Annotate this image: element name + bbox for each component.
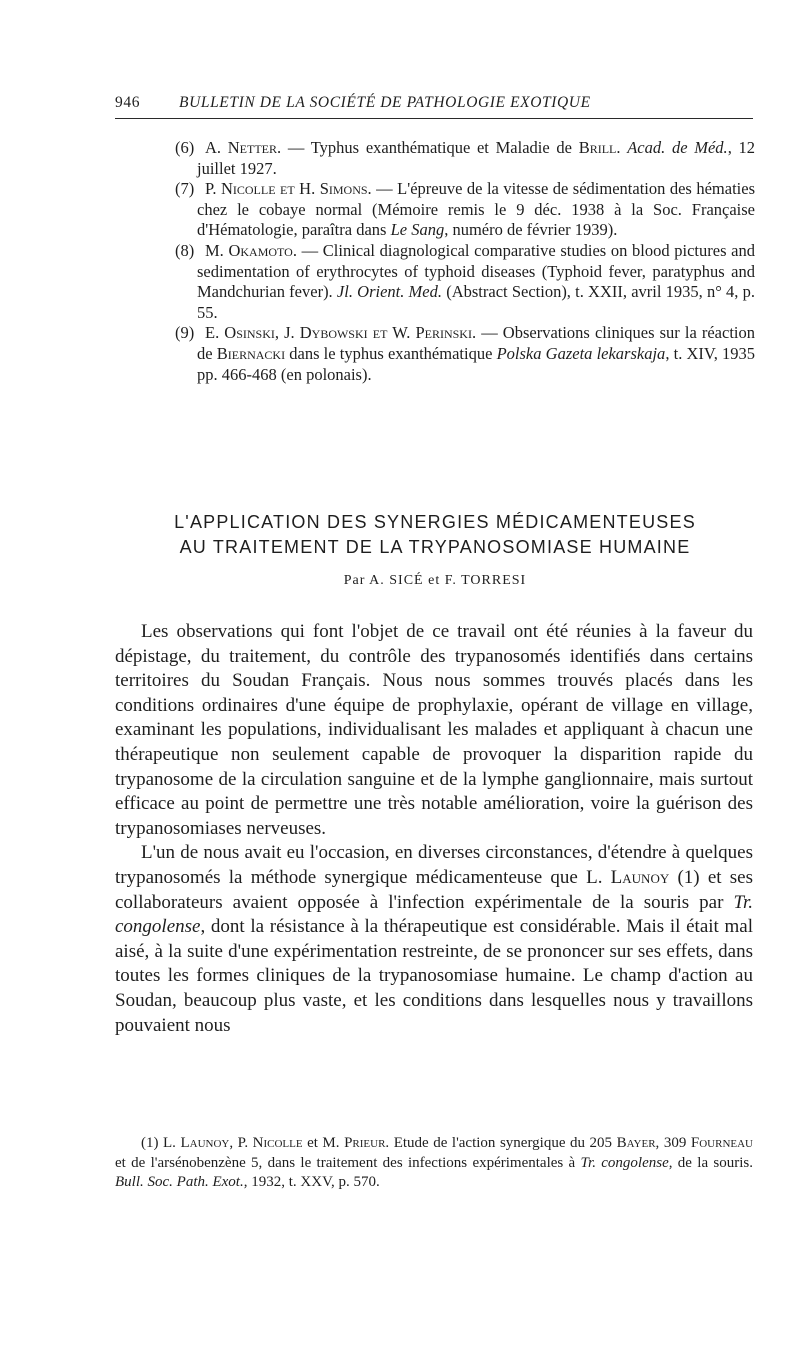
reference-item [117,138,755,179]
species-name: Tr. congolense [115,891,753,938]
reference-journal: Polska Gazeta lekarskaja [496,343,666,363]
reference-text: — Clinical diagnological comparative studies on blood pictures and sedimentation of erythrocytes of typhoid diseases (Typhoid fever, paratyphus and Mandchurian fever). [197,240,755,302]
reference-item [117,241,755,323]
reference-number: (9) [175,323,195,343]
reference-author: A. Netter. [205,138,282,157]
journal-title: BULLETIN DE LA SOCIÉTÉ DE PATHOLOGIE EXOTIQUE [179,94,591,111]
reference-journal: Jl. Orient. Med. [336,282,443,302]
text-run: L'un de nous avait eu l'occasion, en diverses circonstances, d'étendre à quelques trypanosomés la méthode synergique médicamenteuse que L. [115,842,753,888]
reference-journal: Le Sang [390,220,445,240]
reference-author: P. Nicolle et H. Simons. [205,179,372,199]
reference-tail: , 12 juillet 1927. [197,138,756,178]
footnote [115,1134,753,1193]
text-run: (1) et ses collaborateurs avaient opposée à l'infection expérimentale de la souris par [115,866,753,913]
reference-name: Brill [578,138,617,157]
reference-number: (8) [175,240,195,260]
text-run: , dont la résistance à la thérapeutique est considérable. Mais il était mal aisé, à la suite d'une expérimentation restreinte, de se prononcer sur ses effets, dans toutes les formes cliniques de la trypanosomiase humaine. Le champ d'action au Soudan, beaucoup plus vaste, et les conditions dans lesquelles nous y travaillons pouvaient nous [115,916,753,1036]
article-body [115,620,753,1038]
reference-tail: (Abstract Section), t. XXII, avril 1935, n° 4, p. 55. [197,282,756,322]
reference-tail: , numéro de février 1939). [444,220,618,240]
reference-text: — L'épreuve de la vitesse de sédimentation des hématies chez le cobaye normal (Mémoire remis le 9 déc. 1938 à la Soc. Française d'Hématologie, paraîtra dans [197,179,755,240]
reference-author: E. Osinski, J. Dybowski et W. Perinski. [205,323,477,343]
article-title [115,510,755,560]
reference-item [117,179,755,241]
article-byline: Par A. SICÉ et F. TORRESI [343,573,527,588]
reference-tail: , t. XIV, 1935 pp. 466-468 (en polonais). [197,343,755,384]
reference-list [115,138,755,385]
reference-journal: Acad. de Méd. [627,138,728,157]
running-header [115,94,753,119]
reference-name: Biernacki [216,343,286,363]
paragraph [115,841,753,1038]
reference-text: — Observations cliniques sur la réaction de [197,323,755,363]
reference-text: dans le typhus exanthématique [285,343,497,363]
author-name: Launoy [610,866,670,888]
reference-author: M. Okamoto. [205,240,297,260]
reference-number: (6) [175,138,195,157]
reference-item [117,323,755,385]
reference-text: . [616,138,628,157]
reference-text: — Typhus exanthématique et Maladie de [281,138,579,157]
page-number: 946 [115,94,141,111]
footnote-text: (1) L. Launoy, P. Nicolle et M. Prieur. Etude de l'action synergique du 205 Bayer, 309 Fourneau et de l'arsénobenzène 5, dans le traitement des infections expérimentales à Tr. congolense, de la souris. Bull. Soc. Path. Exot., 1932, t. XXV, p. 570. [115,1135,753,1190]
paragraph: Les observations qui font l'objet de ce travail ont été réunies à la faveur du dépistage, du traitement, du contrôle des trypanosomés identifiés dans certains territoires du Soudan Français. Nous nous sommes trouvés placés dans les conditions ordinaires d'une équipe de prophylaxie, opérant de village en village, examinant les populations, individualisant les malades et appliquant à chacun une thérapeutique non seulement capable de provoquer la disparition rapide du trypanosome de la circulation sanguine et de la lymphe ganglionnaire, mais surtout efficace au point de permettre une très notable amélioration, voire la guérison des trypanosomiases nerveuses. [115,621,753,839]
article-title-line: AU TRAITEMENT DE LA TRYPANOSOMIASE HUMAINE [179,537,691,557]
reference-number: (7) [175,179,195,199]
article-title-line: L'APPLICATION DES SYNERGIES MÉDICAMENTEUSES [174,512,696,532]
